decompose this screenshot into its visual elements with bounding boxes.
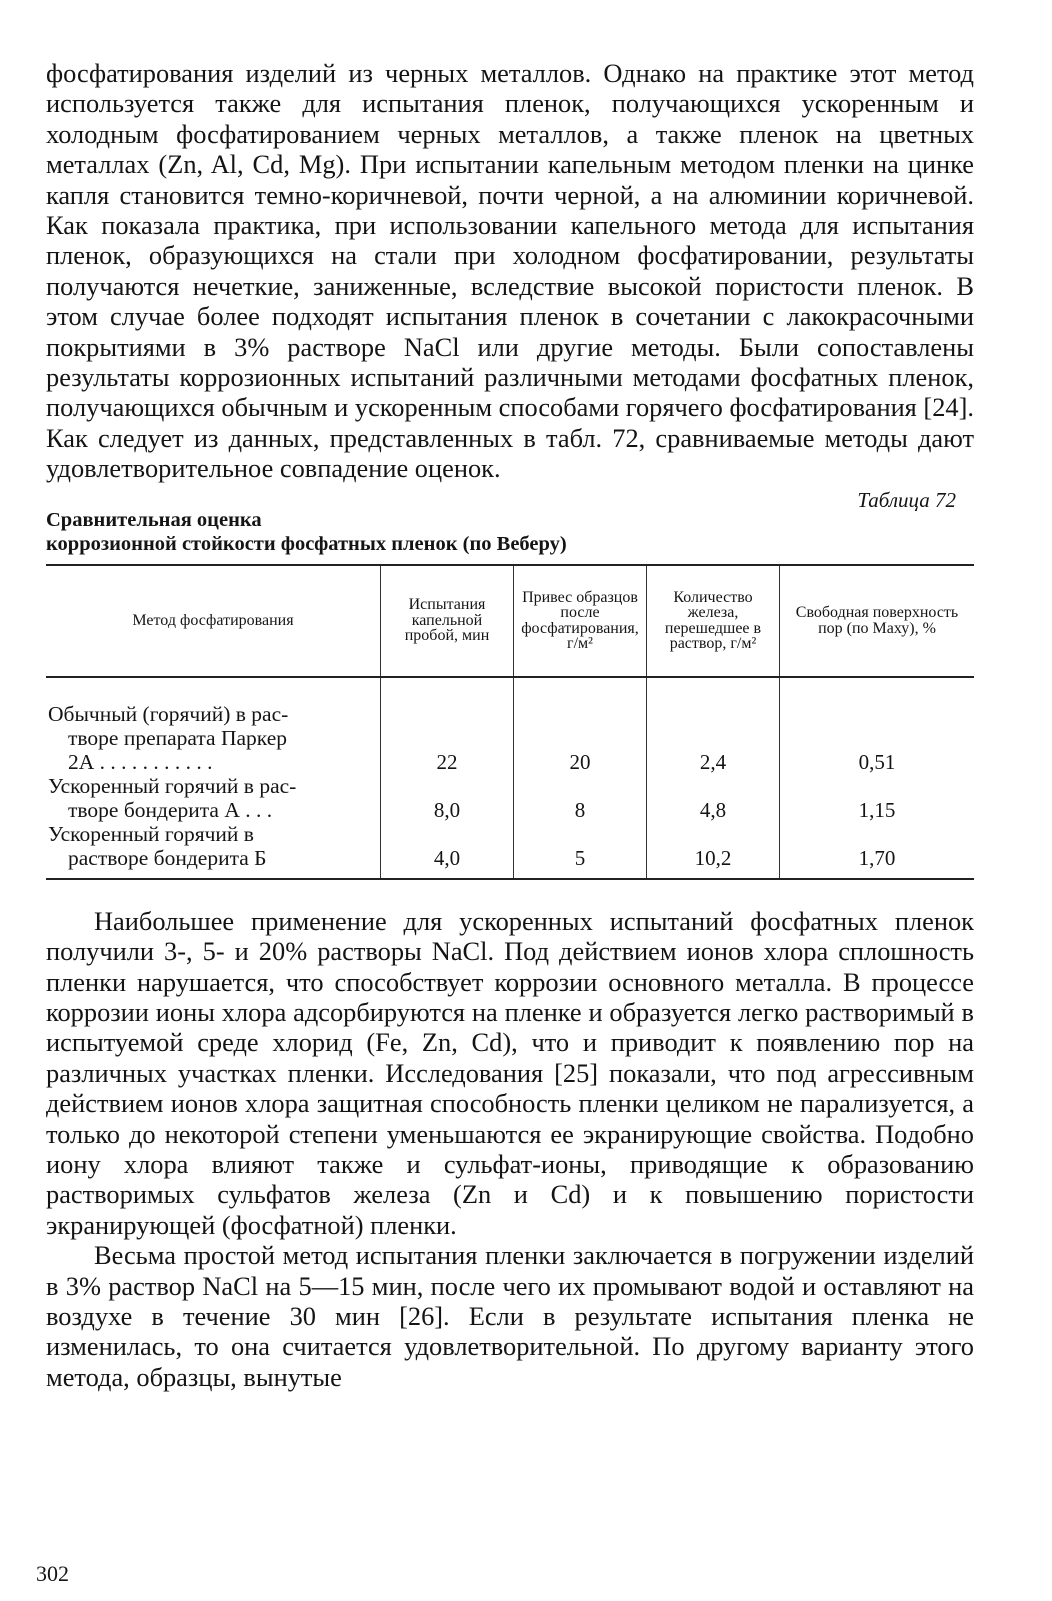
table-header-row: [46, 565, 974, 677]
method-row-3: [48, 822, 376, 870]
comparison-table: [46, 564, 974, 880]
paragraph-bottom-2: Весьма простой метод испытания пленки заключается в погружении изделий в 3% раствор NaCl на 5—15 мин, после чего их промывают водой и оставляют на воздухе в течение 30 мин [26]. Если в результате испытания пленка не изменилась, то она считается удовлетворительной. По другому варианту этого метода, образцы, вынутые: [46, 1240, 974, 1392]
header-free-pore-surface: Свободная поверхность пор (по Маху), %: [780, 565, 975, 677]
pores-value-3: 1,70: [858, 845, 896, 870]
paragraph-top: фосфатирования изделий из черных металлов. Однако на практике этот метод используется также для испытания пленок, получающихся ускоренным и холодным фосфатированием черных металлов, а также пленок на цветных металлах (Zn, Al, Cd, Mg). При испытании капельным методом пленки на цинке капля становится темно-коричневой, почти черной, а на алюминии коричневой. Как показала практика, при использовании капельного метода для испытания пленок, образующихся на стали при холодном фосфатировании, результаты получаются нечеткие, заниженные, вследствие высокой пористости пленок. В этом случае более подходят испытания пленок в сочетании с лакокрасочными покрытиями в 3% растворе NaCl или другие методы. Были сопоставлены результаты коррозионных испытаний различными методами фосфатных пленок, получающихся обычным и ускоренным способами горячего фосфатирования [24]. Как следует из данных, представленных в табл. 72, сравниваемые методы дают удовлетворительное совпадение оценок.: [46, 58, 974, 484]
iron-value-2: 4,8: [699, 797, 727, 822]
header-drop-test: Испытания капельной пробой, мин: [381, 565, 514, 677]
method-1-line-2: творе препарата Паркер: [68, 725, 287, 750]
method-2-line-2: творе бондерита А . . .: [68, 797, 273, 822]
iron-value-1: 2,4: [699, 749, 727, 774]
method-2-line-1: Ускоренный горячий в рас-: [48, 773, 297, 798]
drop-value-1: 22: [436, 749, 458, 774]
iron-amount-column: [647, 677, 780, 879]
method-row-1: [48, 702, 376, 774]
gain-value-1: 20: [569, 749, 591, 774]
weight-gain-column: [514, 677, 647, 879]
method-3-line-1: Ускоренный горячий в: [48, 821, 254, 846]
drop-value-2: 8,0: [433, 797, 461, 822]
table-title-line-1: Сравнительная оценка: [46, 508, 262, 531]
table-title-line-2: коррозионной стойкости фосфатных пленок (по Веберу): [46, 532, 567, 555]
method-row-2: [48, 774, 376, 822]
drop-value-3: 4,0: [433, 845, 461, 870]
gain-value-3: 5: [574, 845, 586, 870]
table-title: [46, 508, 974, 556]
header-method: Метод фосфатирования: [46, 565, 381, 677]
table-body-row: [46, 677, 974, 879]
header-weight-gain: Привес образцов после фосфатирования, г/м²: [514, 565, 647, 677]
pores-value-2: 1,15: [858, 797, 896, 822]
method-3-line-2: растворе бондерита Б: [68, 845, 267, 870]
free-pore-column: [780, 677, 975, 879]
drop-test-column: [381, 677, 514, 879]
iron-value-3: 10,2: [694, 845, 732, 870]
page-number: 302: [36, 1561, 69, 1586]
gain-value-2: 8: [574, 797, 586, 822]
pores-value-1: 0,51: [858, 749, 896, 774]
table-number-label: Таблица 72: [857, 487, 956, 512]
method-1-line-1: Обычный (горячий) в рас-: [48, 701, 289, 726]
paragraph-bottom-1: Наибольшее применение для ускоренных испытаний фосфатных пленок получили 3-, 5- и 20% растворы NaCl. Под действием ионов хлора сплошность пленки нарушается, что способствует коррозии основного металла. В процессе коррозии ионы хлора адсорбируются на пленке и образуется легко растворимый в испытуемой среде хлорид (Fe, Zn, Cd), что и приводит к появлению пор на различных участках пленки. Исследования [25] показали, что под агрессивным действием ионов хлора защитная способность пленки целиком не парализуется, а только до некоторой степени уменьшаются ее экранирующие свойства. Подобно иону хлора влияют также и сульфат-ионы, приводящие к образованию растворимых сульфатов железа (Zn и Cd) и к повышению пористости экранирующей (фосфатной) пленки.: [46, 905, 974, 1240]
page-content: [46, 58, 974, 1392]
method-1-line-3: 2А . . . . . . . . . . .: [68, 749, 213, 774]
method-cell: [46, 677, 381, 879]
header-iron-amount: Количество железа, перешедшее в раствор, г/м²: [647, 565, 780, 677]
